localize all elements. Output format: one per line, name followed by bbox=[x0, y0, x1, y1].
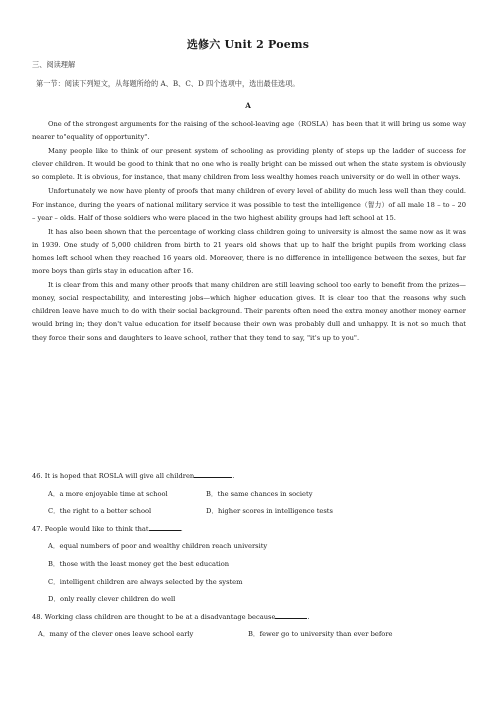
passage-paragraph: One of the strongest arguments for the raising of the school-leaving age（ROSLA）has been that it will bring us some way nearer to"equality of opportunity". bbox=[32, 120, 466, 142]
passage-paragraph: Many people like to think of our present system of schooling as providing plenty of steps up the ladder of success for clever children. It would be good to think that no one who is really bright can be missed out when the state system is obviously so complete. It is obvious, for instance, that many children from less wealthy homes reach university or do well in other ways. bbox=[32, 147, 466, 182]
answer-blank[interactable] bbox=[194, 471, 235, 480]
option-b[interactable]: B．those with the least money get the best education bbox=[48, 559, 230, 568]
option-c[interactable]: C．the right to a better school bbox=[48, 507, 152, 516]
option-b[interactable]: B．the same chances in society bbox=[206, 489, 313, 498]
question-stem: People would like to think that bbox=[44, 524, 149, 533]
question-46 bbox=[32, 468, 466, 486]
option-c[interactable]: C．intelligent children are always selected by the system bbox=[48, 577, 243, 586]
question-48 bbox=[32, 609, 466, 627]
answer-blank[interactable] bbox=[275, 612, 310, 621]
instructions: 第一节：阅读下列短文，从每题所给的 A、B、C、D 四个选项中，选出最佳选项。 bbox=[36, 79, 300, 88]
passage-paragraph: Unfortunately we now have plenty of proofs that many children of every level of ability do much less well than they could. For instance, during the years of national military service it was possible to test the intelligence（智力）of all male 18 – to – 20 – year – olds. Half of those soldiers who were placed in the two highest ability groups had left school at 15. bbox=[32, 187, 466, 222]
option-row bbox=[32, 503, 466, 521]
section-heading: 三、阅读理解 bbox=[32, 60, 76, 69]
question-stem-end: . bbox=[232, 472, 235, 480]
passage-paragraph: It has also been shown that the percentage of working class children going to university is almost the same now as it was in 1939. One study of 5,000 children from birth to 21 years old shows that up to half the bright pupils from working class homes left school when they reached 16 years old. Moreover, there is no difference in intelligence between the sexes, but far more boys than girls stay in education after 16. bbox=[32, 227, 466, 276]
question-47 bbox=[32, 521, 466, 539]
question-number: 47. bbox=[32, 524, 43, 533]
reading-passage bbox=[32, 118, 466, 346]
page-title: 选修六 Unit 2 Poems bbox=[186, 38, 310, 51]
question-stem-end: . bbox=[307, 612, 310, 621]
question-stem: Working class children are thought to be at a disadvantage because bbox=[44, 612, 276, 621]
question-number: 48. bbox=[32, 612, 43, 621]
option-d[interactable]: D．higher scores in intelligence tests bbox=[206, 507, 333, 516]
option-row bbox=[32, 626, 466, 644]
question-stem-end: . bbox=[180, 524, 183, 533]
question-list bbox=[32, 468, 466, 644]
option-a[interactable]: A．equal numbers of poor and wealthy children reach university bbox=[48, 542, 268, 551]
option-a[interactable]: A．a more enjoyable time at school bbox=[48, 489, 168, 498]
option-b[interactable]: B．fewer go to university than ever before bbox=[248, 630, 393, 639]
question-stem: It is hoped that ROSLA will give all children bbox=[44, 472, 195, 480]
option-row bbox=[32, 486, 466, 504]
passage-paragraph: It is clear from this and many other proofs that many children are still leaving school too early to benefit from the prizes—money, social respectability, and interesting jobs—which higher education gives. It is clear too that the reasons why such children leave have much to do with their social background. Their parents often need the extra money another money earner would bring in; they don't value education for itself because their own was probably dull and unhappy. It is not so much that they force their sons and daughters to leave school, rather that they tend to say, "it's up to you". bbox=[32, 281, 466, 342]
question-number: 46. bbox=[32, 472, 43, 480]
answer-blank[interactable] bbox=[149, 524, 181, 531]
passage-label: A bbox=[245, 101, 251, 110]
option-d[interactable]: D．only really clever children do well bbox=[48, 595, 176, 604]
option-a[interactable]: A．many of the clever ones leave school early bbox=[38, 630, 194, 639]
